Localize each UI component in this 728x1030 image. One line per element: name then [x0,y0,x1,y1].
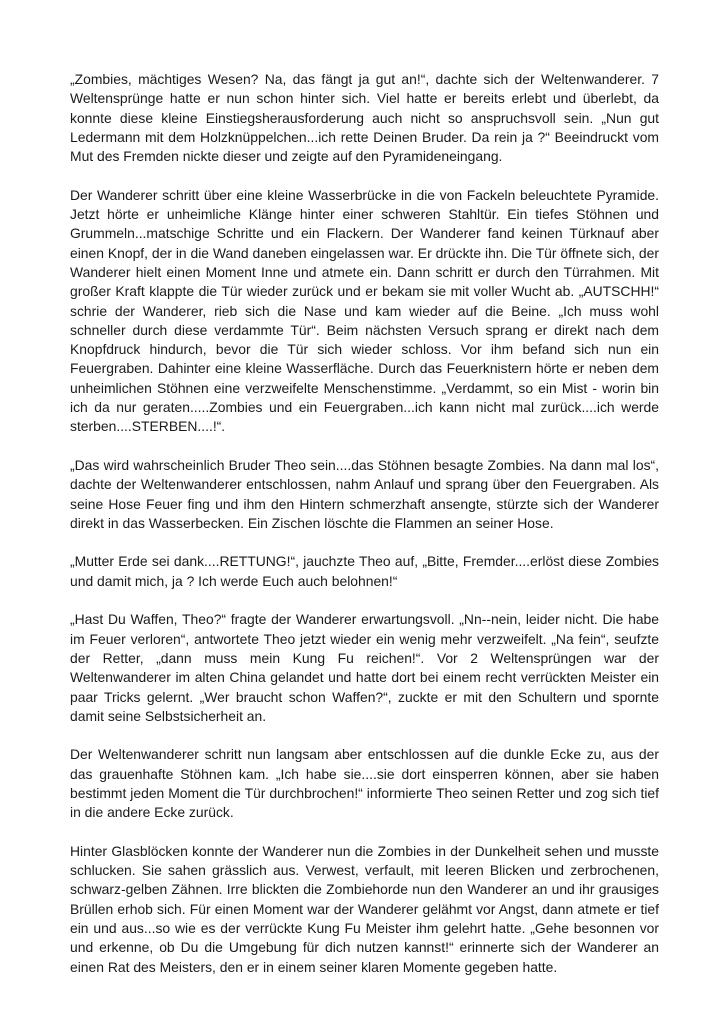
paragraph-1: „Zombies, mächtiges Wesen? Na, das fängt ja gut an!“, dachte sich der Weltenwanderer. 7 Weltensprünge hatte er nun schon hinter sich. Viel hatte er bereits erlebt und überlebt, da konnte diese kleine Einstiegsherausforderung auch nicht so anspruchsvoll sein. „Nun gut Ledermann mit dem Holzknüppelchen...ich rette Deinen Bruder. Da rein ja ?“ Beeindruckt vom Mut des Fremden nickte dieser und zeigte auf den Pyramideneingang. [70,71,659,165]
paragraph-7: Hinter Glasblöcken konnte der Wanderer nun die Zombies in der Dunkelheit sehen und musste schlucken. Sie sahen grässlich aus. Verwest, verfault, mit leeren Blicken und zerbrochenen, schwarz-gelben Zähnen. Irre blickten die Zombiehorde nun den Wanderer an und ihr grausiges Brüllen erhob sich. Für einen Moment war der Wanderer gelähmt vor Angst, dann atmete er tief ein und aus...so wie es der verrückte Kung Fu Meister ihm gelehrt hatte. „Gehe besonnen vor und erkenne, ob Du die Umgebung für dich nutzen kannst!“ erinnerte sich der Wanderer an einen Rat des Meisters, den er in einem seiner klaren Momente gegeben hatte. [70,842,659,975]
paragraph-3: „Das wird wahrscheinlich Bruder Theo sein....das Stöhnen besagte Zombies. Na dann mal los“, dachte der Weltenwanderer entschlossen, nahm Anlauf und sprang über den Feuergraben. Als seine Hose Feuer fing und ihm den Hintern schmerzhaft ansengte, stürzte sich der Wanderer direkt in das Wasserbecken. Ein Zischen löschte die Flammen an seiner Hose. [70,456,659,531]
paragraph-4: „Mutter Erde sei dank....RETTUNG!“, jauchzte Theo auf, „Bitte, Fremder....erlöst diese Zombies und damit mich, ja ? Ich werde Euch auch belohnen!“ [70,553,659,589]
paragraph-2: Der Wanderer schritt über eine kleine Wasserbrücke in die von Fackeln beleuchtete Pyramide. Jetzt hörte er unheimliche Klänge hinter einer schweren Stahltür. Ein tiefes Stöhnen und Grummeln...matschige Schritte und ein Flackern. Der Wanderer fand keinen Türknauf aber einen Knopf, der in die Wand daneben eingelassen war. Er drückte ihn. Die Tür öffnete sich, der Wanderer hielt einen Moment Inne und atmete ein. Dann schritt er durch den Türrahmen. Mit großer Kraft klappte die Tür wieder zurück und er bekam sie mit voller Wucht ab. „AUTSCHH!“ schrie der Wanderer, rieb sich die Nase und kam wieder auf die Beine. „Ich muss wohl schneller durch diese verdammte Tür“. Beim nächsten Versuch sprang er direkt nach dem Knopfdruck hindurch, bevor die Tür sich wieder schloss. Vor ihm befand sich nun ein Feuergraben. Dahinter eine kleine Wasserfläche. Durch das Feuerknistern hörte er neben dem unheimlichen Stöhnen eine verzweifelte Menschenstimme. „Verdammt, so ein Mist - worin bin ich da nur geraten.....Zombies und ein Feuergraben...ich kann nicht mal zurück....ich werde sterben....STERBEN....!“. [70,186,659,435]
paragraph-6: Der Weltenwanderer schritt nun langsam aber entschlossen auf die dunkle Ecke zu, aus der das grauenhafte Stöhnen kam. „Ich habe sie....sie dort einsperren können, aber sie haben bestimmt jeden Moment die Tür durchbrochen!“ informierte Theo seinen Retter und zog sich tief in die andere Ecke zurück. [70,746,659,821]
paragraph-5: „Hast Du Waffen, Theo?“ fragte der Wanderer erwartungsvoll. „Nn--nein, leider nicht. Die habe im Feuer verloren“, antwortete Theo jetzt wieder ein wenig mehr verzweifelt. „Na fein“, seufzte der Retter, „dann muss mein Kung Fu reichen!“. Vor 2 Weltensprüngen war der Weltenwanderer im alten China gelandet und hatte dort bei einem recht verrückten Meister ein paar Tricks gelernt. „Wer braucht schon Waffen?“, zuckte er mit den Schultern und spornte damit seine Selbstsicherheit an. [70,611,659,724]
document-page [70,70,659,977]
